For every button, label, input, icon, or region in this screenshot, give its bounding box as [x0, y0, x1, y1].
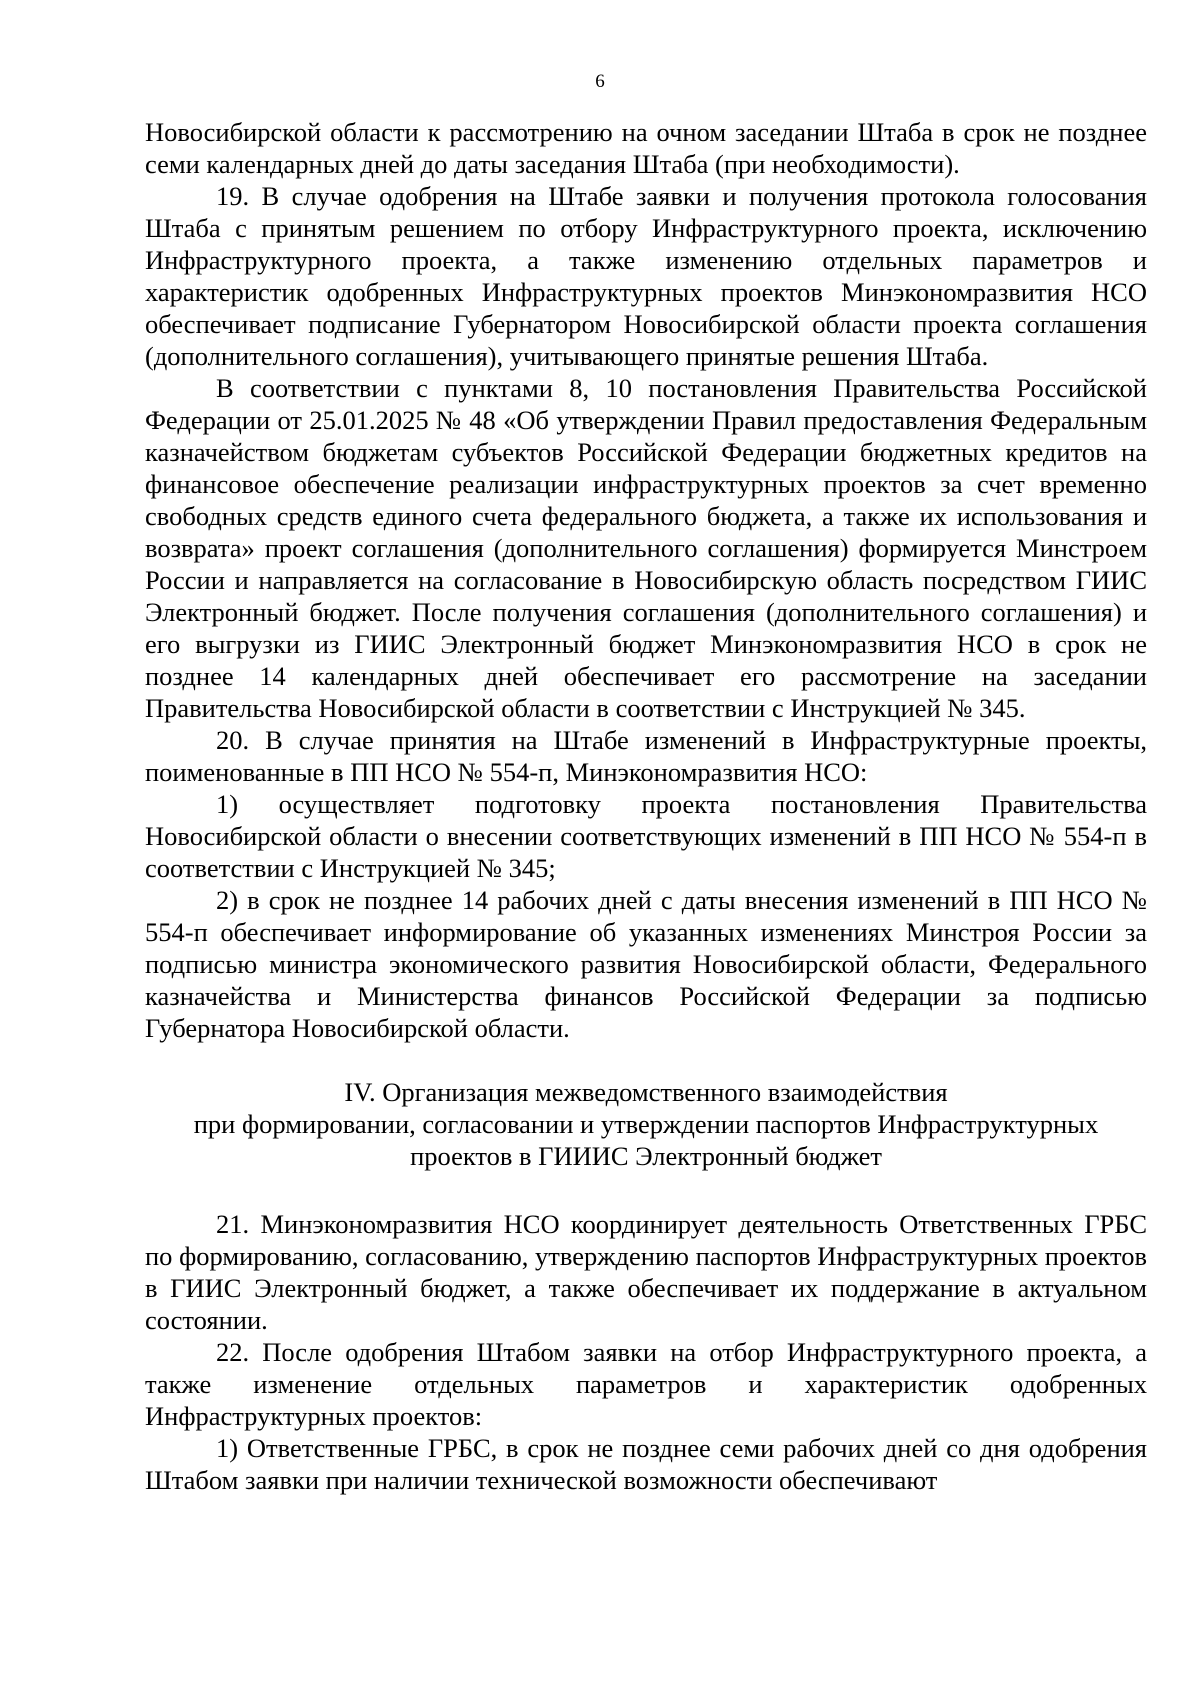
- paragraph-item-22-sub-1: 1) Ответственные ГРБС, в срок не позднее семи рабочих дней со дня одобрения Штабом заявки при наличии технической возможности обеспечивают: [145, 1433, 1147, 1495]
- section-heading-line: при формировании, согласовании и утверждении паспортов Инфраструктурных: [193, 1109, 1099, 1139]
- spacer: [145, 1172, 1147, 1208]
- paragraph-item-19: 19. В случае одобрения на Штабе заявки и получения протокола голосования Штаба с принятым решением по отбору Инфраструктурного проекта, исключению Инфраструктурного проекта, а также изменению отдельных параметров и характеристик одобренных Инфраструктурных проектов Минэкономразвития НСО обеспечивает подписание Губернатором Новосибирской области проекта соглашения (дополнительного соглашения), учитывающего принятые решения Штаба.: [145, 181, 1147, 371]
- paragraph-continuation: Новосибирской области к рассмотрению на очном заседании Штаба в срок не позднее семи календарных дней до даты заседания Штаба (при необходимости).: [145, 117, 1147, 179]
- spacer: [145, 1044, 1147, 1076]
- paragraph-item-21: 21. Минэкономразвития НСО координирует деятельность Ответственных ГРБС по формированию, согласованию, утверждению паспортов Инфраструктурных проектов в ГИИС Электронный бюджет, а также обеспечивает их поддержание в актуальном состоянии.: [145, 1209, 1147, 1335]
- paragraph-reference-decree: В соответствии с пунктами 8, 10 постановления Правительства Российской Федерации от 25.01.2025 № 48 «Об утверждении Правил предоставления Федеральным казначейством бюджетам субъектов Российской Федерации бюджетных кредитов на финансовое обеспечение реализации инфраструктурных проектов за счет временно свободных средств единого счета федерального бюджета, а также их использования и возврата» проект соглашения (дополнительного соглашения) формируется Минстроем России и направляется на согласование в Новосибирскую область посредством ГИИС Электронный бюджет. После получения соглашения (дополнительного соглашения) и его выгрузки из ГИИС Электронный бюджет Минэкономразвития НСО в срок не позднее 14 календарных дней обеспечивает его рассмотрение на заседании Правительства Новосибирской области в соответствии с Инструкцией № 345.: [145, 373, 1147, 723]
- paragraph-item-20-sub-1: 1) осуществляет подготовку проекта постановления Правительства Новосибирской области о внесении соответствующих изменений в ПП НСО № 554-п в соответствии с Инструкцией № 345;: [145, 789, 1147, 883]
- section-heading-line: IV. Организация межведомственного взаимодействия: [344, 1077, 948, 1107]
- document-body: [145, 116, 1147, 1496]
- paragraph-item-20: 20. В случае принятия на Штабе изменений в Инфраструктурные проекты, поименованные в ПП НСО № 554-п, Минэкономразвития НСО:: [145, 725, 1147, 787]
- paragraph-item-22: 22. После одобрения Штабом заявки на отбор Инфраструктурного проекта, а также изменение отдельных параметров и характеристик одобренных Инфраструктурных проектов:: [145, 1337, 1147, 1431]
- section-heading-line: проектов в ГИИИС Электронный бюджет: [410, 1141, 882, 1171]
- section-heading: [145, 1076, 1147, 1172]
- page-number: 6: [595, 71, 605, 92]
- paragraph-item-20-sub-2: 2) в срок не позднее 14 рабочих дней с даты внесения изменений в ПП НСО № 554-п обеспечивает информирование об указанных изменениях Минстроя России за подписью министра экономического развития Новосибирской области, Федерального казначейства и Министерства финансов Российской Федерации за подписью Губернатора Новосибирской области.: [145, 885, 1147, 1043]
